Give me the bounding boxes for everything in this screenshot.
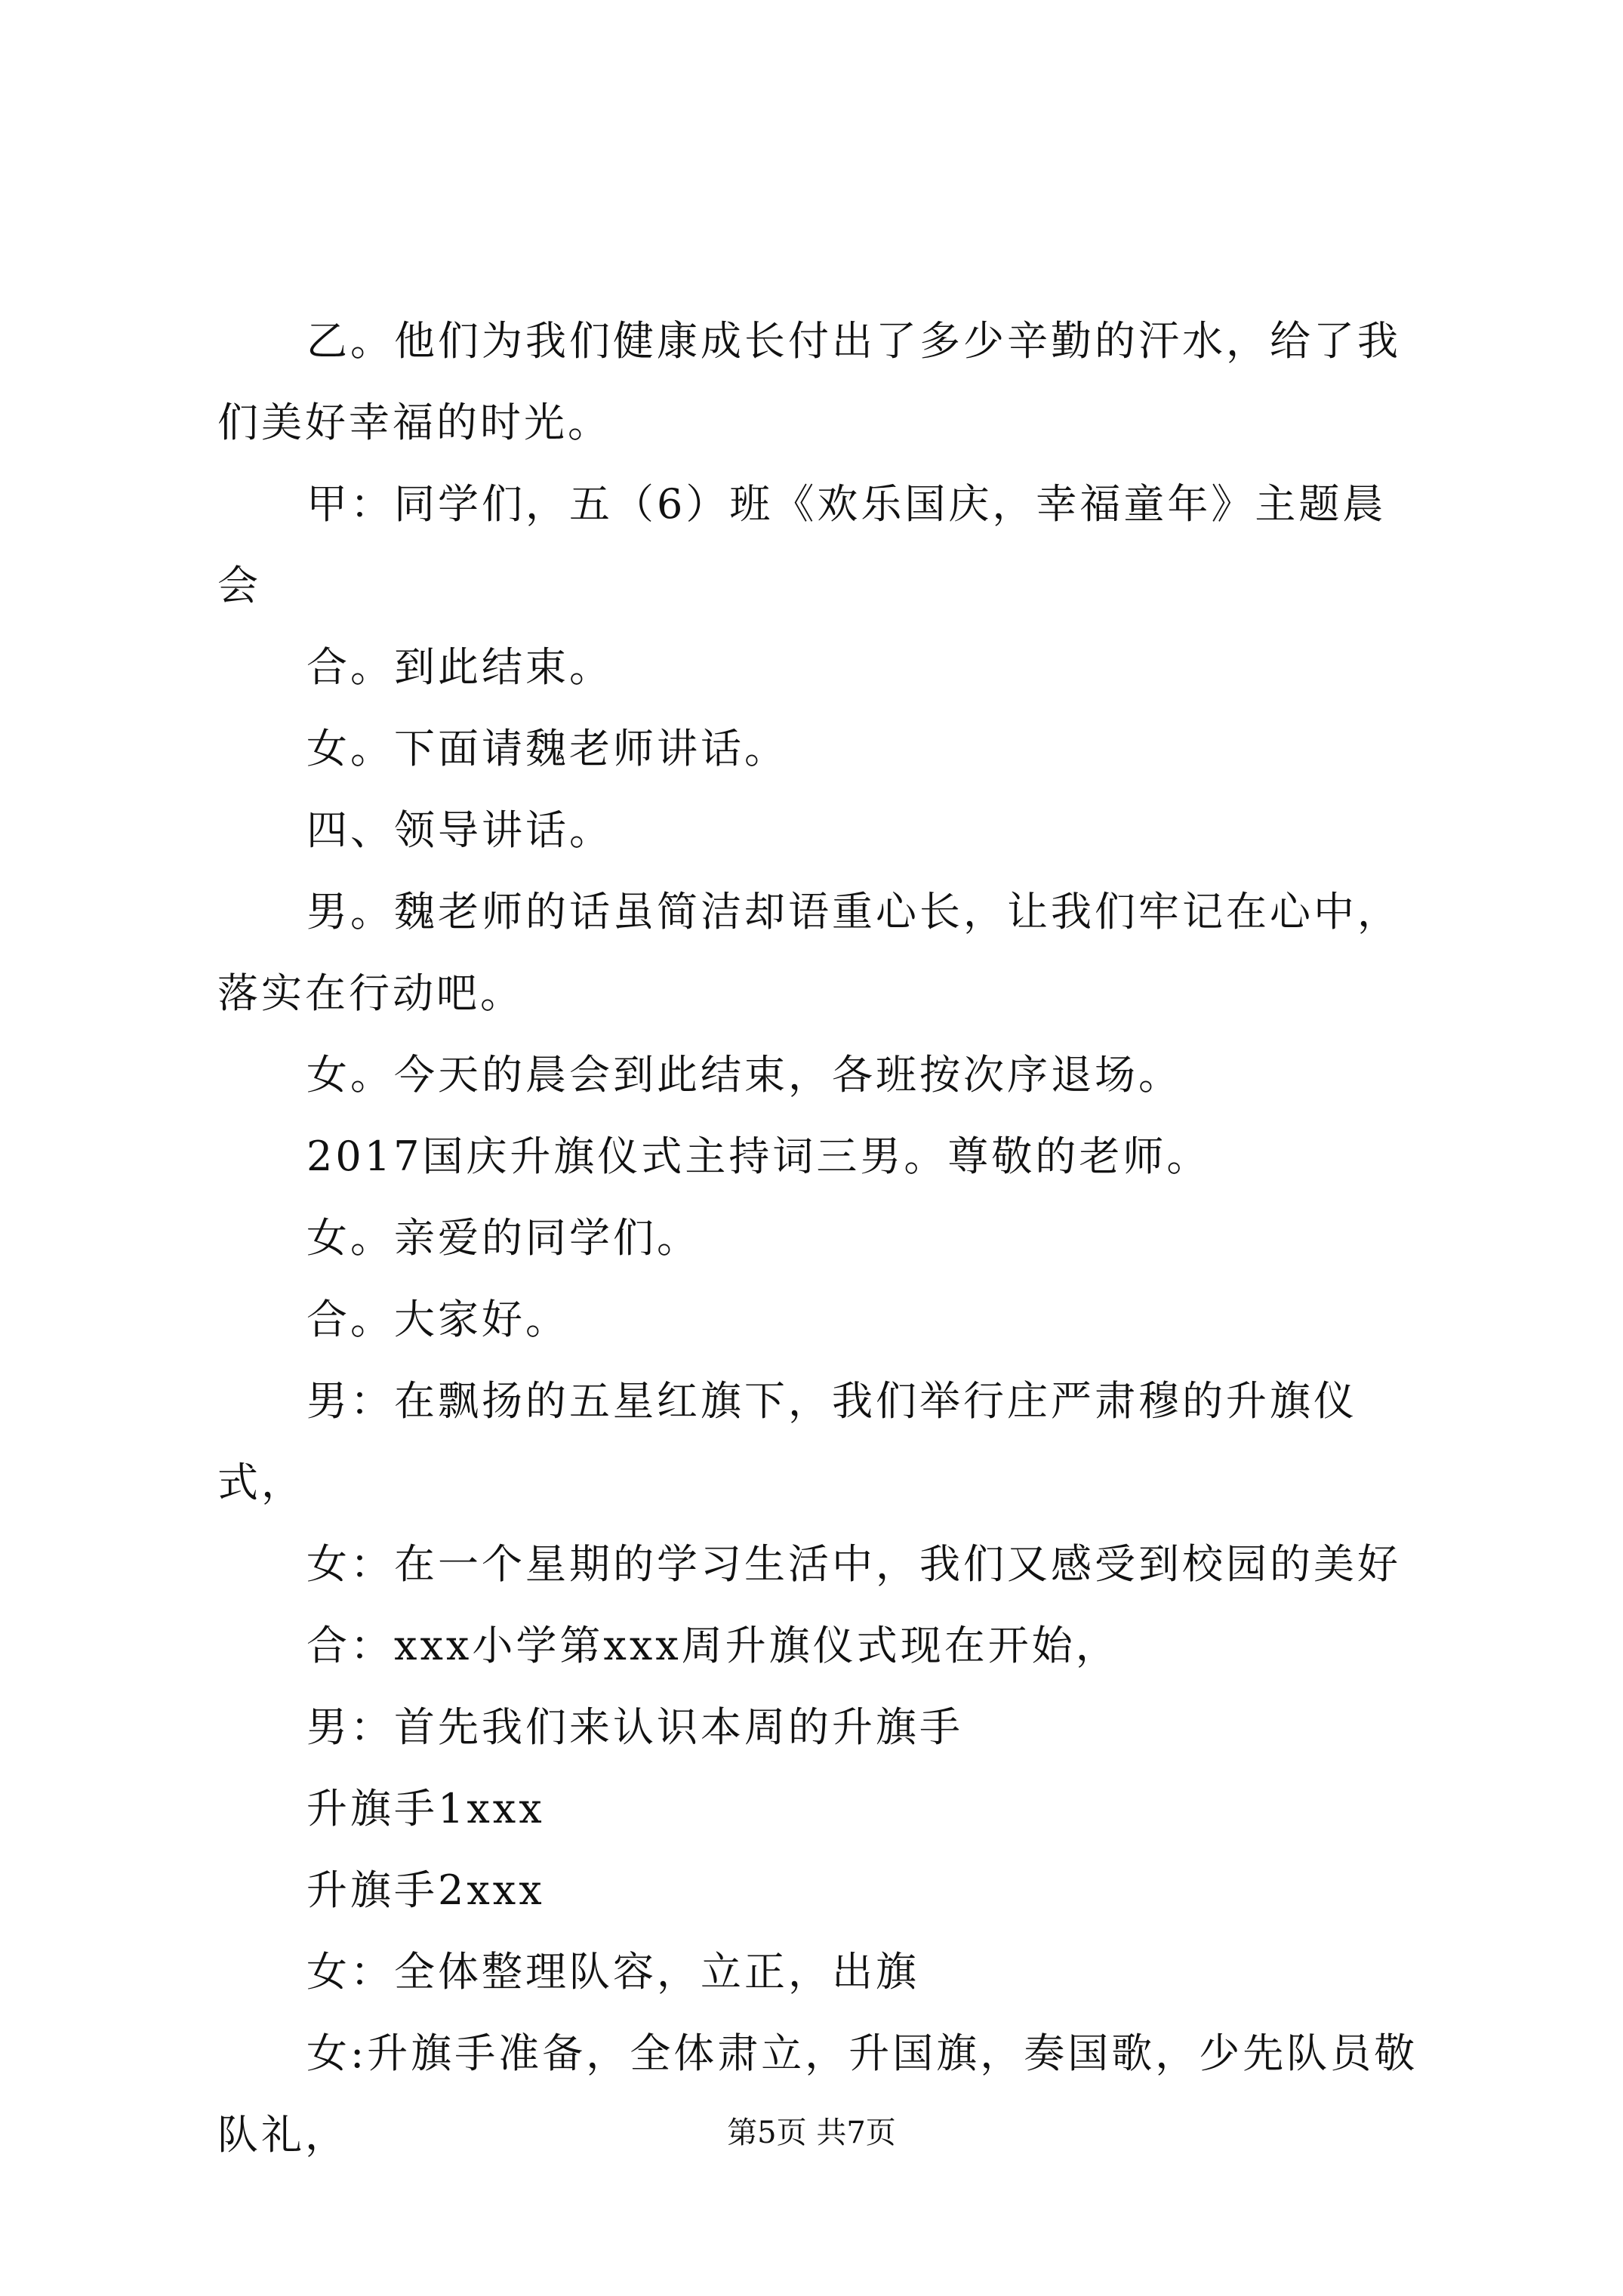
paragraph-3: 合。到此结束。 xyxy=(306,643,613,691)
page-footer xyxy=(0,2114,1623,2152)
paragraph-12: 女：在一个星期的学习生活中，我们又感受到校园的美好 xyxy=(306,1540,1401,1588)
paragraph-9: 女。亲爱的同学们。 xyxy=(306,1214,701,1262)
paragraph-7: 女。今天的晨会到此结束，各班按次序退场。 xyxy=(306,1051,1182,1099)
paragraph-16: 升旗手2xxx xyxy=(306,1866,545,1914)
paragraph-11: 男：在飘扬的五星红旗下，我们举行庄严肃穆的升旗仪式， xyxy=(217,1377,1357,1506)
paragraph-13: 合：xxx小学第xxx周升旗仪式现在开始， xyxy=(306,1622,1119,1669)
paragraph-14: 男：首先我们来认识本周的升旗手 xyxy=(306,1703,963,1751)
paragraph-18: 女:升旗手准备，全体肃立，升国旗，奏国歌，少先队员敬队礼， xyxy=(217,2029,1418,2159)
page-number-label: 第5页 共7页 xyxy=(727,2116,896,2150)
paragraph-17: 女：全体整理队容，立正，出旗 xyxy=(306,1948,919,1996)
paragraph-8: 2017国庆升旗仪式主持词三男。尊敬的老师。 xyxy=(306,1133,1211,1180)
paragraph-4: 女。下面请魏老师讲话。 xyxy=(306,725,788,772)
paragraph-2: 甲：同学们，五（6）班《欢乐国庆，幸福童年》主题晨会 xyxy=(217,480,1387,609)
paragraph-6: 男。魏老师的话虽简洁却语重心长，让我们牢记在心中，落实在行动吧。 xyxy=(217,888,1401,1017)
paragraph-10: 合。大家好。 xyxy=(306,1296,569,1343)
paragraph-5: 四、领导讲话。 xyxy=(306,806,613,854)
paragraph-1: 乙。他们为我们健康成长付出了多少辛勤的汗水，给了我们美好幸福的时光。 xyxy=(217,317,1401,446)
paragraph-15: 升旗手1xxx xyxy=(306,1785,545,1832)
document-body xyxy=(217,300,1425,2176)
